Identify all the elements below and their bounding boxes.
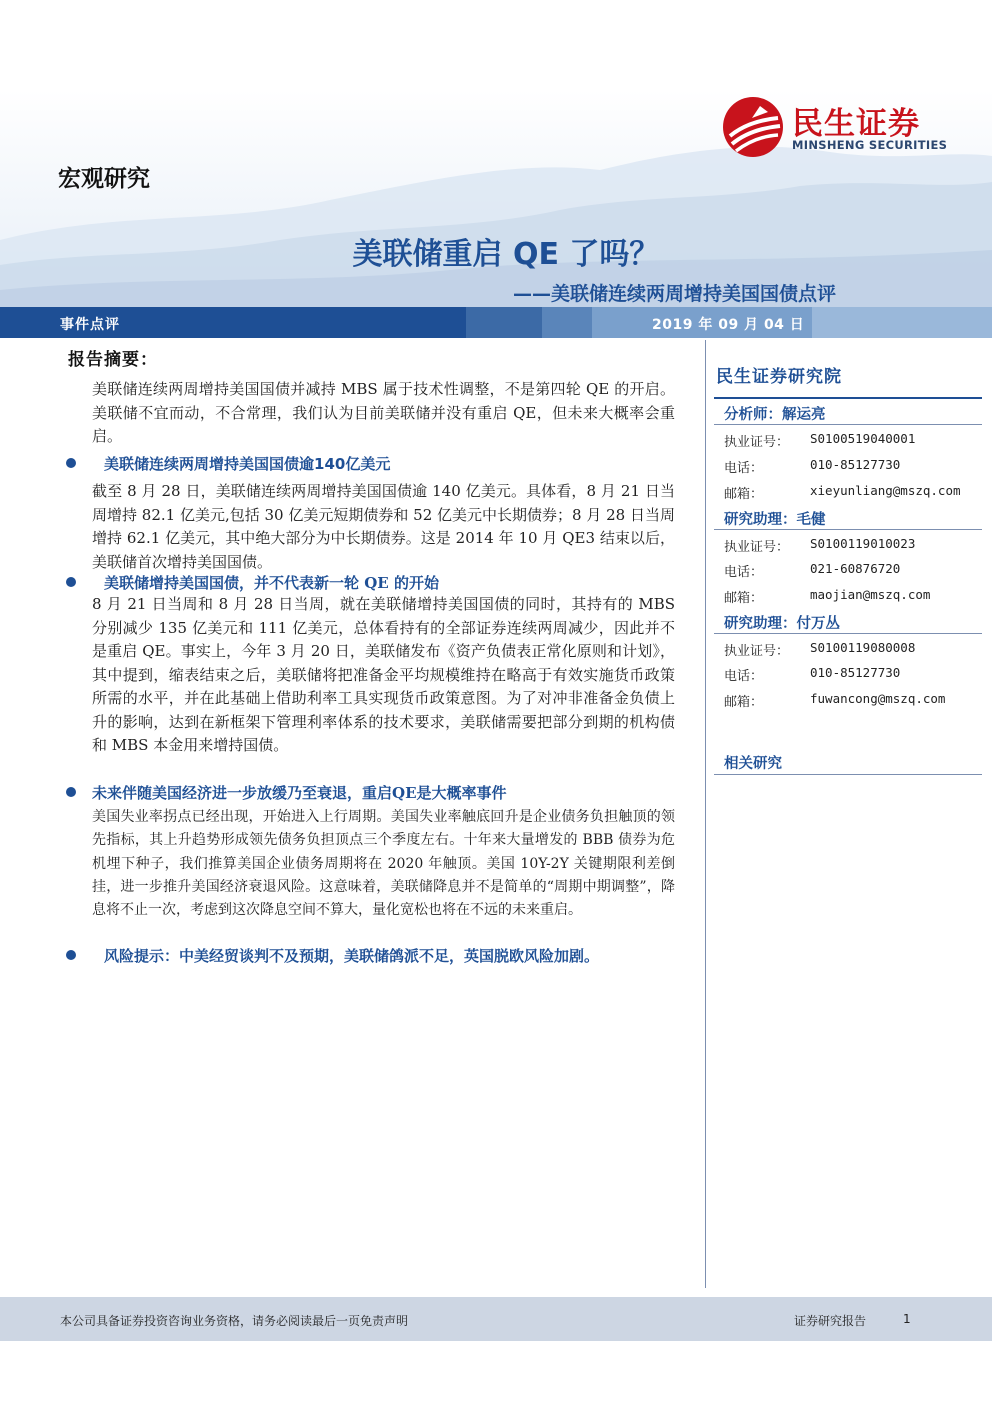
bullet-dot-icon: [66, 950, 76, 960]
column-divider: [705, 340, 706, 1288]
bullet-dot-icon: [66, 458, 76, 468]
email-address[interactable]: xieyunliang@mszq.com: [810, 483, 961, 498]
bullet-heading-text: 美联储连续两周增持美国国债逾140亿美元: [104, 455, 391, 473]
bullet-body: 8 月 21 日当周和 8 月 28 日当周，就在美联储增持美国国债的同时，其持有的 MBS 分别减少 135 亿美元和 111 亿美元，总体看持有的全部证券连续两周减少，因此并不是重启 QE。事实上，今年 3 月 20 日，美联储发布《资产负债表正常化原则和计划》，其中提到，缩表结束之后，美联储将把准备金平均规模维持在略高于有效实施货币政策所需的水平，并在此基础上借助利率工具实现货币政策意图。为了对冲非准备金负债上升的影响，达到在新框架下管理利率体系的技术要求，美联储需要把部分到期的机构债和 MBS 本金用来增持国债。: [92, 595, 675, 754]
bullet-body: 美国失业率拐点已经出现，开始进入上行周期。美国失业率触底回升是企业债务负担触顶的领先指标，其上升趋势形成领先债务负担顶点三个季度左右。十年来大量增发的 BBB 债券为危机埋下种子，我们推算美国企业债务周期将在 2020 年触顶。美国 10Y-2Y 关键期限利差倒挂，进一步推升美国经济衰退风险。这意味着，美联储降息并不是简单的“周期中期调整”，降息将不止一次，考虑到这次降息空间不算大，量化宽松也将在不远的未来重启。: [92, 809, 675, 919]
abstract-intro: 美联储连续两周增持美国国债并减持 MBS 属于技术性调整，不是第四轮 QE 的开启。美联储不宜而动，不合常理，我们认为目前美联储并没有重启 QE，但未来大概率会重启。: [92, 380, 675, 445]
logo-english-name: MINSHENG SECURITIES: [792, 138, 948, 152]
phone-number: 010-85127730: [810, 665, 901, 680]
cert-label: 执业证号：: [724, 644, 790, 659]
bullet-dot-icon: [66, 787, 76, 797]
footer-disclaimer: 本公司具备证券投资咨询业务资格，请务必阅读最后一页免责声明: [60, 1314, 409, 1328]
sidebar-rule: [714, 774, 982, 775]
phone-number: 010-85127730: [810, 457, 901, 472]
abstract-heading: 报告摘要：: [68, 350, 158, 370]
cert-label: 执业证号：: [724, 435, 790, 450]
phone-label: 电话：: [724, 461, 764, 476]
phone-number: 021-60876720: [810, 561, 901, 576]
report-info-band: [0, 307, 992, 338]
report-subtitle: ——美联储连续两周增持美国国债点评: [512, 283, 836, 305]
band-segment: [542, 307, 592, 338]
analyst-role: 研究助理：付万丛: [724, 615, 840, 632]
report-type: 事件点评: [60, 317, 120, 333]
bullet-heading-text: 美联储增持美国国债，并不代表新一轮 QE 的开始: [104, 574, 439, 592]
band-segment: [812, 307, 992, 338]
email-label: 邮箱：: [724, 487, 764, 502]
cert-number: S0100519040001: [810, 431, 916, 446]
sidebar-rule: [714, 397, 982, 399]
email-address[interactable]: fuwancong@mszq.com: [810, 691, 946, 706]
analyst-role: 研究助理：毛健: [724, 511, 826, 528]
phone-label: 电话：: [724, 565, 764, 580]
phone-label: 电话：: [724, 669, 764, 684]
sidebar-rule: [714, 424, 982, 425]
email-label: 邮箱：: [724, 591, 764, 606]
report-date: 2019 年 09 月 04 日: [652, 317, 805, 333]
related-research-heading: 相关研究: [724, 755, 782, 772]
risk-warning-text: 风险提示：中美经贸谈判不及预期，美联储鸽派不足，英国脱欧风险加剧。: [104, 947, 600, 965]
brand-logo: [722, 96, 962, 158]
minsheng-logo-icon: [722, 96, 784, 158]
analyst-role: 分析师：解运亮: [724, 406, 826, 423]
bullet-dot-icon: [66, 577, 76, 587]
cert-label: 执业证号：: [724, 540, 790, 555]
band-segment: [466, 307, 542, 338]
cert-number: S0100119010023: [810, 536, 916, 551]
page-footer: [0, 1297, 992, 1341]
research-institute: 民生证券研究院: [716, 367, 842, 387]
bullet-body: 截至 8 月 28 日，美联储连续两周增持美国国债逾 140 亿美元。具体看，8 月 21 日当周增持 82.1 亿美元,包括 30 亿美元短期债券和 52 亿美元中长期债券；8 月 28 日当周增持 62.1 亿美元，其中绝大部分为中长期债券。这是 2014 年 10 月 QE3 结束以后，美联储首次增持美国国债。: [92, 482, 675, 571]
logo-chinese-name: 民生证券: [792, 106, 920, 142]
report-category: 宏观研究: [58, 166, 150, 192]
email-label: 邮箱：: [724, 695, 764, 710]
cert-number: S0100119080008: [810, 640, 916, 655]
email-address[interactable]: maojian@mszq.com: [810, 587, 931, 602]
sidebar-rule: [714, 633, 982, 634]
bullet-heading-text: 未来伴随美国经济进一步放缓乃至衰退，重启QE是大概率事件: [92, 784, 507, 802]
report-title: 美联储重启 QE 了吗？: [352, 237, 660, 272]
sidebar-rule: [714, 529, 982, 530]
page-number: 1: [903, 1312, 911, 1326]
footer-doc-type: 证券研究报告: [794, 1314, 867, 1328]
